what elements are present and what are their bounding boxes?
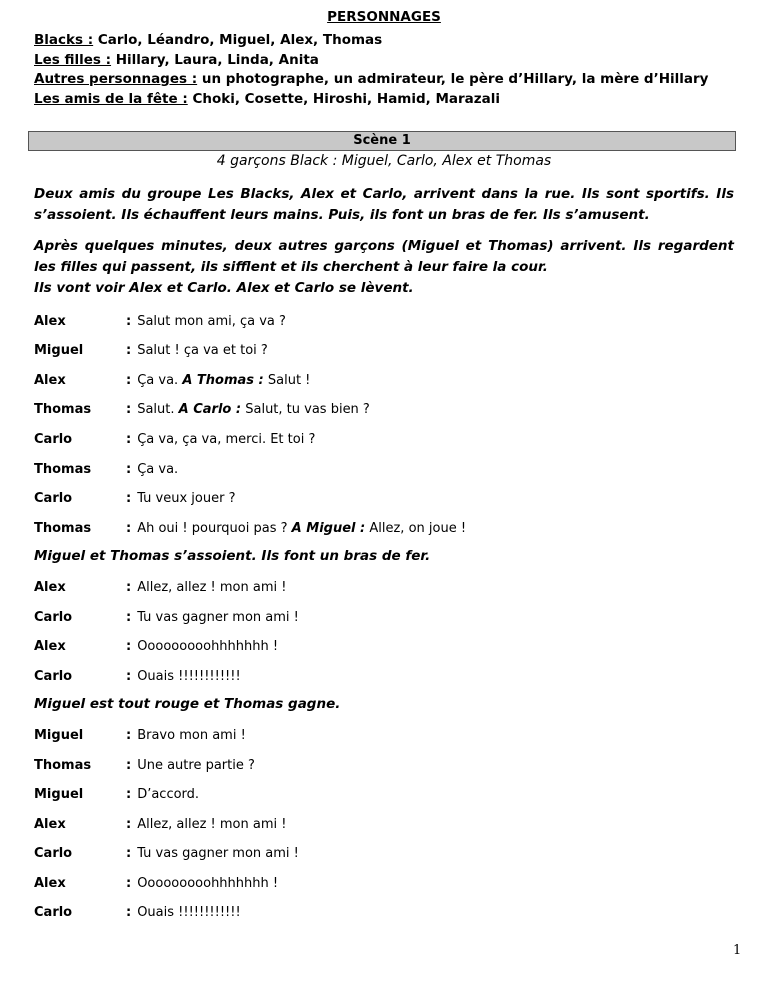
dialogue-line (34, 785, 734, 805)
line-text: Salut mon ami, ça va ? (137, 314, 286, 329)
line-colon: : (126, 343, 132, 358)
line-text: Ooooooooohhhhhhh ! (137, 639, 279, 654)
cast-line (34, 51, 744, 71)
speaker-name: Carlo (34, 491, 73, 506)
speaker-name: Alex (34, 314, 66, 329)
speaker-name: Miguel (34, 343, 84, 358)
line-colon: : (126, 728, 132, 743)
line-text: D’accord. (137, 787, 200, 802)
line-text: Une autre partie ? (137, 758, 255, 773)
cast-label: Les filles : (34, 51, 112, 68)
stage-aside: A Miguel : (291, 521, 366, 536)
line-colon: : (126, 402, 132, 417)
line-text: Salut ! ça va et toi ? (137, 343, 268, 358)
line-text: Tu veux jouer ? (137, 491, 236, 506)
cast-label: Blacks : (34, 32, 94, 48)
dialogue-line (34, 608, 734, 628)
line-text: Allez, allez ! mon ami ! (137, 817, 287, 832)
line-colon: : (126, 373, 132, 388)
dialogue-line (34, 874, 734, 894)
line-text: Allez, allez ! mon ami ! (137, 580, 287, 595)
dialogue-line (34, 815, 734, 835)
dialogue-line (34, 341, 734, 361)
cast-value: Choki, Cosette, Hiroshi, Hamid, Marazali (192, 90, 501, 107)
line-text: Ça va. (137, 373, 179, 388)
speaker-name: Carlo (34, 905, 73, 920)
line-colon: : (126, 787, 132, 802)
speaker-name: Miguel (34, 728, 84, 743)
page-title: PERSONNAGES (327, 9, 441, 25)
line-colon: : (126, 432, 132, 447)
stage-direction: Miguel et Thomas s’assoient. Ils font un bras de fer. (34, 548, 431, 564)
cast-line (34, 70, 744, 90)
cast-list (34, 31, 744, 109)
line-colon: : (126, 669, 132, 684)
cast-line (34, 31, 744, 51)
scene-heading: Scène 1 (28, 131, 736, 151)
speaker-name: Alex (34, 876, 66, 891)
line-colon: : (126, 521, 132, 536)
speaker-name: Carlo (34, 610, 73, 625)
line-text: Bravo mon ami ! (137, 728, 246, 743)
dialogue-line (34, 844, 734, 864)
dialogue-line (34, 430, 734, 450)
line-text: Ouais !!!!!!!!!!!! (137, 905, 241, 920)
dialogue-line (34, 726, 734, 746)
dialogue-line (34, 519, 734, 539)
line-colon: : (126, 610, 132, 625)
line-text: Ouais !!!!!!!!!!!! (137, 669, 241, 684)
dialogue-line (34, 312, 734, 332)
line-colon: : (126, 876, 132, 891)
speaker-name: Thomas (34, 402, 92, 417)
speaker-name: Alex (34, 817, 66, 832)
dialogue-line (34, 460, 734, 480)
speaker-name: Carlo (34, 846, 73, 861)
speaker-name: Carlo (34, 432, 73, 447)
line-colon: : (126, 758, 132, 773)
line-text: Tu vas gagner mon ami ! (137, 610, 299, 625)
line-text: Salut, tu vas bien ? (245, 402, 370, 417)
cast-value: Hillary, Laura, Linda, Anita (115, 51, 319, 68)
speaker-name: Miguel (34, 787, 84, 802)
stage-direction: Miguel est tout rouge et Thomas gagne. (34, 696, 341, 712)
cast-value: Carlo, Léandro, Miguel, Alex, Thomas (97, 32, 383, 48)
stage-direction-text: Après quelques minutes, deux autres garçons (Miguel et Thomas) arrivent. Ils regardent les filles qui passent, ils sifflent et ils cherchent à leur faire la cour. (34, 238, 734, 275)
line-colon: : (126, 491, 132, 506)
line-colon: : (126, 905, 132, 920)
cast-label: Les amis de la fête : (34, 90, 188, 107)
dialogue-line (34, 489, 734, 509)
dialogue-line (34, 578, 734, 598)
line-text: Ça va. (137, 462, 179, 477)
speaker-name: Carlo (34, 669, 73, 684)
stage-direction-text: Ils vont voir Alex et Carlo. Alex et Carlo se lèvent. (34, 280, 414, 296)
line-text: Tu vas gagner mon ami ! (137, 846, 299, 861)
line-text: Salut ! (267, 373, 311, 388)
line-colon: : (126, 817, 132, 832)
cast-value: un photographe, un admirateur, le père d’Hillary, la mère d’Hillary (201, 71, 709, 87)
line-colon: : (126, 314, 132, 329)
line-text: Salut. (137, 402, 175, 417)
line-text: Ça va, ça va, merci. Et toi ? (137, 432, 316, 447)
dialogue-line (34, 637, 734, 657)
speaker-name: Thomas (34, 521, 92, 536)
line-colon: : (126, 639, 132, 654)
speaker-name: Thomas (34, 758, 92, 773)
stage-aside: A Thomas : (182, 373, 264, 388)
dialogue-line (34, 756, 734, 776)
page-number: 1 (733, 943, 742, 958)
stage-direction: Deux amis du groupe Les Blacks, Alex et Carlo, arrivent dans la rue. Ils sont sportifs. Ils s’assoient. Ils échauffent leurs mains. Puis, ils font un bras de fer. Ils s’amusent. (34, 186, 734, 223)
cast-line (34, 90, 744, 110)
line-colon: : (126, 846, 132, 861)
speaker-name: Alex (34, 580, 66, 595)
stage-direction (34, 236, 734, 299)
line-colon: : (126, 580, 132, 595)
speaker-name: Thomas (34, 462, 92, 477)
speaker-name: Alex (34, 639, 66, 654)
dialogue-line (34, 371, 734, 391)
cast-label: Autres personnages : (34, 71, 198, 87)
dialogue-line (34, 667, 734, 687)
line-text: Allez, on joue ! (369, 521, 467, 536)
line-text: Ooooooooohhhhhhh ! (137, 876, 279, 891)
line-text: Ah oui ! pourquoi pas ? (137, 521, 288, 536)
dialogue-line (34, 400, 734, 420)
speaker-name: Alex (34, 373, 66, 388)
scene-subtitle: 4 garçons Black : Miguel, Carlo, Alex et Thomas (216, 153, 552, 169)
line-colon: : (126, 462, 132, 477)
dialogue-line (34, 903, 734, 923)
stage-aside: A Carlo : (178, 402, 242, 417)
